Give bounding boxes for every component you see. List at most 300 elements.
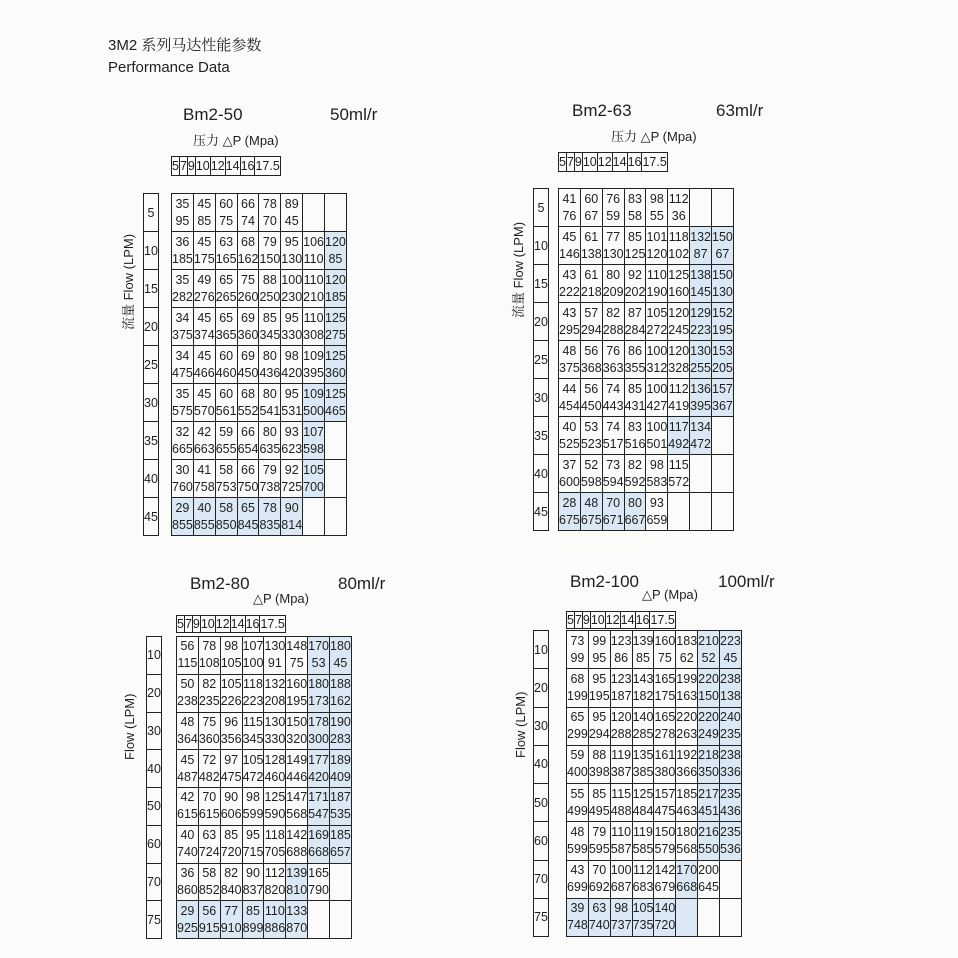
performance-cell	[698, 860, 720, 898]
speed-value: 160	[668, 284, 690, 299]
speed-value: 85	[636, 650, 650, 665]
performance-cell	[720, 784, 742, 822]
speed-value: 845	[237, 517, 259, 532]
torque-value: 65	[570, 710, 585, 725]
performance-cell	[264, 637, 286, 675]
table-row	[177, 788, 352, 826]
torque-value: 110	[303, 272, 324, 287]
speed-value: 606	[220, 807, 242, 822]
performance-cell	[610, 898, 632, 936]
performance-cell	[559, 379, 581, 417]
torque-value: 119	[611, 748, 632, 763]
pressure-value: 12	[215, 617, 230, 631]
torque-value: 165	[654, 710, 676, 725]
speed-value: 595	[588, 841, 610, 856]
torque-value: 150	[286, 714, 308, 729]
speed-value: 395	[303, 365, 325, 380]
pressure-value: 7	[566, 153, 574, 172]
speed-value: 419	[668, 398, 690, 413]
speed-value: 860	[177, 882, 198, 897]
performance-cell	[624, 493, 646, 531]
torque-value: 220	[698, 710, 720, 725]
performance-cell	[624, 303, 646, 341]
performance-cell	[559, 417, 581, 455]
torque-value: 161	[654, 748, 676, 763]
performance-cell	[177, 712, 199, 750]
torque-value: 157	[654, 786, 676, 801]
speed-value: 654	[237, 441, 259, 456]
torque-value: 120	[325, 272, 346, 287]
torque-value: 39	[570, 901, 585, 916]
performance-cell	[215, 384, 237, 422]
performance-cell	[588, 707, 610, 745]
performance-cell	[281, 498, 303, 536]
flow-value: 40	[534, 455, 549, 493]
speed-value: 226	[220, 694, 242, 709]
torque-value: 98	[246, 790, 260, 805]
speed-value: 238	[177, 694, 198, 709]
torque-value: 78	[262, 196, 277, 211]
torque-value: 76	[606, 343, 621, 358]
torque-value: 43	[562, 305, 577, 320]
speed-value: 75	[657, 650, 672, 665]
speed-value: 185	[172, 251, 193, 266]
speed-value: 657	[330, 845, 351, 860]
torque-value: 85	[246, 903, 260, 918]
speed-value: 282	[172, 289, 193, 304]
flow-value: 30	[144, 384, 159, 422]
torque-value: 37	[562, 457, 577, 472]
performance-cell	[259, 270, 281, 308]
torque-value: 165	[654, 671, 676, 686]
table-row	[567, 822, 742, 860]
performance-cell	[567, 669, 589, 707]
speed-value: 222	[559, 284, 580, 299]
torque-value: 82	[224, 865, 239, 880]
performance-cell	[646, 417, 668, 455]
torque-value: 95	[246, 828, 260, 843]
pressure-value: 14	[620, 613, 635, 627]
speed-value: 162	[330, 694, 351, 709]
speed-value: 835	[259, 517, 281, 532]
speed-value: 659	[646, 512, 668, 527]
performance-cell	[193, 460, 215, 498]
performance-cell	[632, 784, 654, 822]
speed-value: 482	[198, 769, 220, 784]
performance-cell	[602, 417, 624, 455]
speed-value: 495	[588, 803, 610, 818]
speed-value: 720	[220, 845, 242, 860]
torque-value: 200	[698, 863, 720, 878]
flow-value: 75	[534, 898, 549, 936]
torque-value: 100	[646, 381, 668, 396]
performance-cell	[215, 270, 237, 308]
speed-value: 185	[325, 289, 346, 304]
flow-value: 10	[534, 227, 549, 265]
torque-value: 45	[197, 348, 212, 363]
torque-value: 77	[224, 903, 239, 918]
performance-cell	[646, 303, 668, 341]
torque-value: 69	[241, 348, 255, 363]
speed-value: 814	[281, 517, 303, 532]
empty-cell	[712, 455, 734, 493]
speed-value: 235	[198, 694, 220, 709]
performance-cell	[602, 493, 624, 531]
speed-value: 724	[198, 845, 220, 860]
flow-value: 40	[144, 460, 159, 498]
performance-cell	[237, 270, 259, 308]
performance-cell	[286, 788, 308, 826]
table-row	[177, 750, 352, 788]
speed-value: 385	[632, 765, 654, 780]
performance-cell	[264, 825, 286, 863]
torque-value: 153	[712, 343, 733, 358]
performance-cell	[602, 303, 624, 341]
performance-cell	[281, 194, 303, 232]
performance-cell	[242, 750, 264, 788]
speed-value: 366	[676, 765, 698, 780]
speed-value: 700	[303, 479, 325, 494]
speed-value: 550	[698, 841, 720, 856]
torque-value: 98	[224, 639, 239, 654]
performance-cell	[580, 493, 602, 531]
speed-value: 598	[580, 474, 602, 489]
speed-value: 667	[624, 512, 646, 527]
torque-value: 80	[262, 348, 277, 363]
pressure-axis-label: △P (Mpa)	[642, 587, 698, 602]
pressure-value: 7	[574, 613, 582, 627]
torque-value: 98	[284, 348, 299, 363]
speed-value: 162	[237, 251, 259, 266]
performance-cell	[676, 784, 698, 822]
performance-cell	[303, 308, 325, 346]
flow-value: 30	[534, 707, 549, 745]
speed-value: 561	[215, 403, 237, 418]
performance-cell	[242, 825, 264, 863]
speed-value: 223	[242, 694, 264, 709]
speed-value: 294	[580, 322, 602, 337]
performance-cell	[308, 674, 330, 712]
speed-value: 336	[720, 765, 741, 780]
speed-value: 436	[720, 803, 741, 818]
torque-value: 34	[175, 310, 190, 325]
performance-cell	[559, 493, 581, 531]
torque-value: 66	[241, 196, 255, 211]
speed-value: 668	[308, 845, 330, 860]
performance-cell	[215, 232, 237, 270]
table-row	[559, 265, 734, 303]
performance-cell	[286, 825, 308, 863]
torque-value: 90	[246, 865, 260, 880]
performance-cell	[580, 265, 602, 303]
torque-value: 60	[219, 386, 234, 401]
performance-cell	[242, 863, 264, 901]
torque-value: 105	[220, 677, 242, 692]
flow-value: 40	[534, 745, 549, 783]
performance-cell	[172, 194, 194, 232]
performance-cell	[215, 460, 237, 498]
speed-value: 675	[580, 512, 602, 527]
torque-value: 125	[264, 790, 286, 805]
torque-value: 56	[180, 639, 195, 654]
flow-axis-label: 流量 Flow (LPM)	[511, 221, 526, 318]
torque-value: 57	[584, 305, 599, 320]
table-row	[559, 303, 734, 341]
torque-value: 95	[592, 710, 607, 725]
speed-value: 45	[333, 656, 348, 671]
speed-value: 320	[286, 731, 308, 746]
empty-cell	[712, 417, 734, 455]
speed-value: 87	[693, 246, 708, 261]
torque-value: 82	[606, 305, 621, 320]
performance-cell	[720, 631, 742, 669]
speed-value: 115	[177, 656, 198, 671]
table-row	[567, 631, 742, 669]
table-row	[172, 384, 347, 422]
empty-cell	[690, 493, 712, 531]
speed-value: 790	[308, 882, 330, 897]
performance-cell	[559, 227, 581, 265]
speed-value: 594	[602, 474, 624, 489]
speed-value: 374	[193, 327, 215, 342]
performance-cell	[559, 189, 581, 227]
torque-value: 119	[633, 824, 653, 839]
torque-value: 48	[570, 824, 585, 839]
performance-cell	[308, 863, 330, 901]
speed-value: 572	[668, 474, 690, 489]
speed-value: 367	[712, 398, 733, 413]
performance-cell	[632, 745, 654, 783]
torque-value: 83	[628, 419, 642, 434]
speed-value: 45	[284, 213, 299, 228]
torque-value: 128	[264, 752, 286, 767]
performance-cell	[286, 674, 308, 712]
torque-value: 42	[180, 790, 195, 805]
performance-cell	[198, 637, 220, 675]
torque-value: 177	[308, 752, 330, 767]
performance-cell	[193, 270, 215, 308]
speed-value: 910	[220, 920, 242, 935]
performance-cell	[712, 265, 734, 303]
torque-value: 82	[628, 457, 642, 472]
pressure-header-table	[171, 156, 281, 176]
torque-value: 100	[646, 419, 668, 434]
torque-value: 95	[284, 310, 299, 325]
table-row	[567, 784, 742, 822]
speed-value: 460	[215, 365, 237, 380]
performance-cell	[580, 455, 602, 493]
pressure-value: 16	[245, 617, 260, 631]
performance-cell	[281, 460, 303, 498]
torque-value: 49	[197, 272, 212, 287]
speed-value: 55	[649, 208, 664, 223]
table-row	[559, 189, 734, 227]
performance-cell	[193, 422, 215, 460]
pressure-value: 14	[612, 153, 627, 172]
torque-value: 170	[676, 863, 698, 878]
speed-value: 146	[559, 246, 580, 261]
performance-cell	[676, 745, 698, 783]
table-row	[172, 498, 347, 536]
torque-value: 115	[668, 457, 689, 472]
performance-cell	[220, 674, 242, 712]
table-row	[172, 422, 347, 460]
performance-cell	[624, 189, 646, 227]
performance-cell	[325, 346, 347, 384]
performance-cell	[712, 379, 734, 417]
speed-value: 45	[723, 650, 738, 665]
performance-cell	[172, 232, 194, 270]
performance-cell	[198, 788, 220, 826]
speed-value: 400	[567, 765, 588, 780]
performance-cell	[330, 825, 352, 863]
speed-value: 330	[281, 327, 303, 342]
speed-value: 668	[676, 880, 698, 895]
pressure-value: 17.5	[255, 157, 280, 176]
speed-value: 395	[690, 398, 712, 413]
speed-value: 688	[286, 845, 308, 860]
torque-value: 78	[202, 639, 217, 654]
flow-axis-label: Flow (LPM)	[122, 693, 137, 760]
speed-value: 70	[262, 213, 277, 228]
torque-value: 120	[325, 234, 346, 249]
torque-value: 79	[262, 462, 277, 477]
performance-cell	[698, 822, 720, 860]
speed-value: 737	[610, 918, 632, 933]
empty-cell	[712, 189, 734, 227]
torque-value: 140	[632, 710, 654, 725]
torque-value: 120	[668, 305, 690, 320]
performance-cell	[676, 860, 698, 898]
torque-value: 123	[610, 671, 632, 686]
torque-value: 109	[303, 386, 325, 401]
torque-value: 110	[303, 310, 324, 325]
pressure-value: 17.5	[642, 153, 667, 172]
performance-cell	[610, 822, 632, 860]
performance-cell	[610, 784, 632, 822]
performance-cell	[220, 901, 242, 939]
pressure-value: 5	[567, 613, 574, 627]
pressure-value: 17.5	[650, 613, 675, 627]
pressure-value: 9	[187, 157, 195, 176]
torque-value: 109	[303, 348, 325, 363]
torque-value: 169	[308, 828, 330, 843]
torque-value: 147	[286, 790, 308, 805]
empty-cell	[690, 455, 712, 493]
performance-cell	[259, 498, 281, 536]
torque-value: 115	[611, 786, 632, 801]
torque-value: 90	[284, 500, 299, 515]
performance-cell	[259, 232, 281, 270]
performance-cell	[220, 788, 242, 826]
table-row	[177, 712, 352, 750]
performance-cell	[567, 860, 589, 898]
speed-value: 472	[690, 436, 712, 451]
torque-value: 80	[262, 424, 277, 439]
speed-value: 173	[308, 694, 330, 709]
speed-value: 312	[646, 360, 668, 375]
torque-value: 110	[646, 267, 667, 282]
speed-value: 195	[286, 694, 308, 709]
speed-value: 85	[197, 213, 212, 228]
speed-value: 265	[215, 289, 237, 304]
speed-value: 420	[308, 769, 330, 784]
performance-cell	[668, 341, 690, 379]
torque-value: 95	[592, 671, 607, 686]
performance-cell	[330, 637, 352, 675]
performance-cell	[698, 669, 720, 707]
speed-value: 600	[559, 474, 580, 489]
performance-cell	[654, 669, 676, 707]
performance-cell	[690, 341, 712, 379]
torque-value: 125	[668, 267, 690, 282]
performance-cell	[325, 232, 347, 270]
speed-value: 360	[237, 327, 259, 342]
table-row	[567, 669, 742, 707]
performance-cell	[624, 417, 646, 455]
performance-cell	[646, 379, 668, 417]
model-title: Bm2-63	[572, 101, 632, 120]
performance-cell	[281, 270, 303, 308]
performance-cell	[325, 308, 347, 346]
speed-value: 375	[559, 360, 580, 375]
speed-value: 725	[281, 479, 303, 494]
torque-value: 60	[219, 348, 234, 363]
performance-cell	[237, 194, 259, 232]
speed-value: 360	[325, 365, 346, 380]
pressure-value: 5	[172, 157, 180, 176]
torque-value: 199	[676, 671, 698, 686]
performance-cell	[676, 822, 698, 860]
performance-cell	[676, 669, 698, 707]
torque-value: 150	[712, 267, 733, 282]
speed-value: 76	[562, 208, 577, 223]
performance-cell	[698, 631, 720, 669]
table-row	[172, 308, 347, 346]
empty-cell	[303, 498, 325, 536]
speed-value: 150	[259, 251, 281, 266]
table-row	[567, 898, 742, 936]
performance-cell	[624, 455, 646, 493]
torque-value: 150	[712, 229, 733, 244]
torque-value: 105	[303, 462, 325, 477]
pressure-value: 10	[200, 617, 215, 631]
flow-value: 70	[147, 863, 162, 901]
flow-value: 25	[144, 346, 159, 384]
speed-value: 679	[654, 880, 676, 895]
performance-cell	[690, 265, 712, 303]
torque-value: 125	[632, 786, 654, 801]
performance-cell	[624, 227, 646, 265]
performance-cell	[330, 712, 352, 750]
speed-value: 623	[281, 441, 303, 456]
torque-value: 100	[610, 863, 632, 878]
speed-value: 454	[559, 398, 580, 413]
torque-value: 88	[592, 748, 607, 763]
speed-value: 99	[570, 650, 585, 665]
torque-value: 40	[197, 500, 212, 515]
torque-value: 142	[286, 828, 308, 843]
torque-value: 66	[241, 424, 255, 439]
flow-value: 30	[534, 379, 549, 417]
performance-cell	[567, 822, 589, 860]
table-row	[172, 346, 347, 384]
speed-value: 138	[580, 246, 602, 261]
performance-cell	[286, 863, 308, 901]
speed-value: 579	[654, 841, 676, 856]
performance-cell	[198, 863, 220, 901]
table-row	[559, 417, 734, 455]
